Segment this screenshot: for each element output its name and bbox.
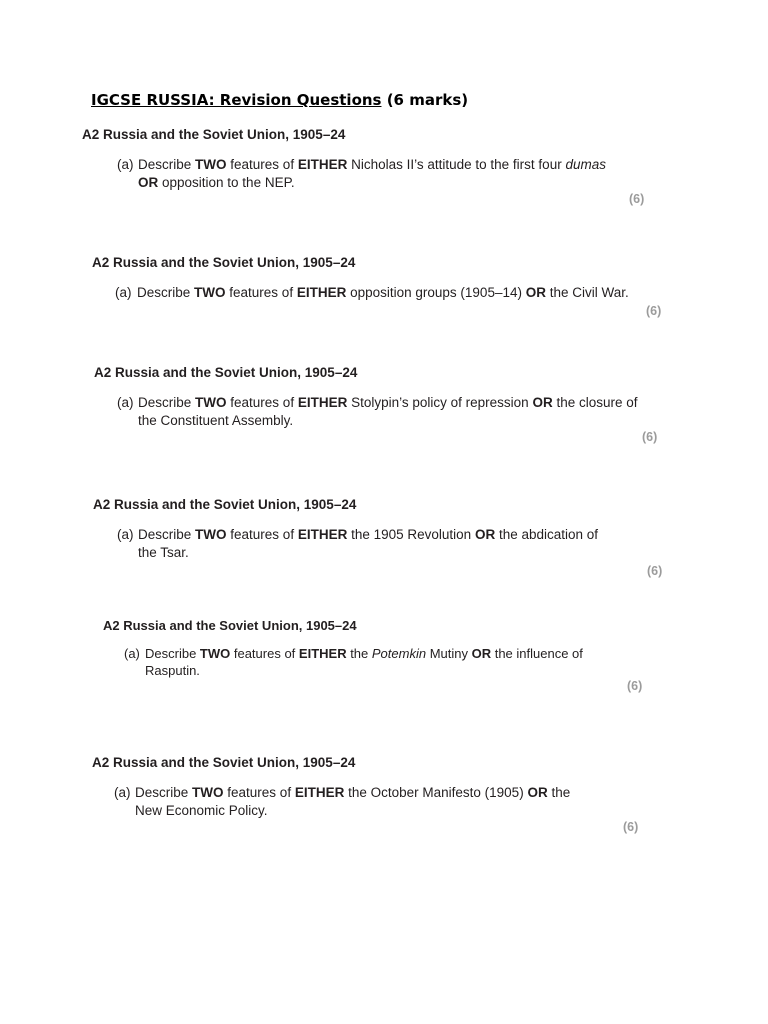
question-number: (a) xyxy=(117,527,134,542)
question-text xyxy=(115,284,675,304)
question-body: Describe TWO features of EITHER opposition groups (1905–14) OR the Civil War. xyxy=(137,285,629,300)
question-body: Describe TWO features of EITHER Nicholas II’s attitude to the first four dumas OR opposition to the NEP. xyxy=(138,157,606,190)
marks-label: (6) xyxy=(646,304,662,318)
question-text xyxy=(124,645,594,685)
question-body: Describe TWO features of EITHER Stolypin’s policy of repression OR the closure of the Constituent Assembly. xyxy=(138,395,638,428)
question-number: (a) xyxy=(114,785,131,800)
question-number: (a) xyxy=(115,285,132,300)
question-heading: A2 Russia and the Soviet Union, 1905–24 xyxy=(93,497,357,512)
question-text xyxy=(117,156,627,196)
marks-label: (6) xyxy=(627,679,643,693)
question-number: (a) xyxy=(117,395,134,410)
marks-label: (6) xyxy=(623,820,639,834)
question-text xyxy=(117,526,617,566)
question-body: Describe TWO features of EITHER the 1905 Revolution OR the abdication of the Tsar. xyxy=(138,527,599,560)
question-body: Describe TWO features of EITHER the October Manifesto (1905) OR the New Economic Policy. xyxy=(135,785,571,818)
question-text xyxy=(117,394,642,434)
question-heading: A2 Russia and the Soviet Union, 1905–24 xyxy=(92,255,356,270)
page-title-main: IGCSE RUSSIA: Revision Questions xyxy=(91,91,382,109)
question-number: (a) xyxy=(117,157,134,172)
marks-label: (6) xyxy=(629,192,645,206)
question-heading: A2 Russia and the Soviet Union, 1905–24 xyxy=(94,365,358,380)
page-title-marks: (6 marks) xyxy=(381,91,469,109)
question-number: (a) xyxy=(124,646,140,661)
question-heading: A2 Russia and the Soviet Union, 1905–24 xyxy=(103,618,357,633)
question-body: Describe TWO features of EITHER the Potemkin Mutiny OR the influence of Rasputin. xyxy=(145,646,583,678)
question-text xyxy=(114,784,584,824)
page-title xyxy=(91,91,468,109)
question-heading: A2 Russia and the Soviet Union, 1905–24 xyxy=(82,127,346,142)
question-heading: A2 Russia and the Soviet Union, 1905–24 xyxy=(92,755,356,770)
marks-label: (6) xyxy=(647,564,663,578)
marks-label: (6) xyxy=(642,430,658,444)
